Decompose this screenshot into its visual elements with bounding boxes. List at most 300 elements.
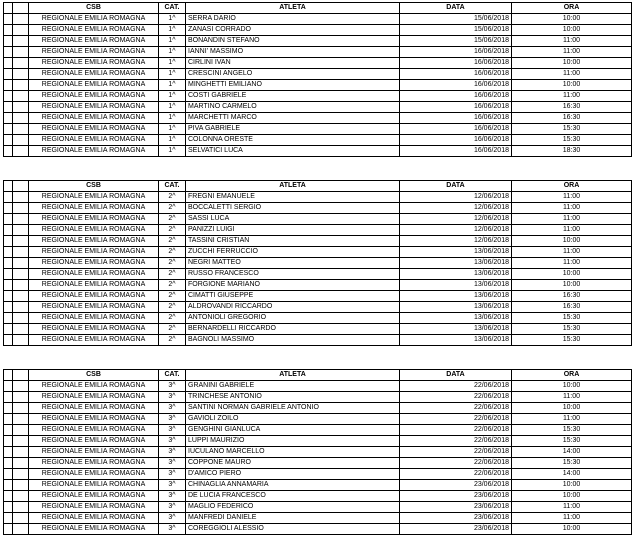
cat-cell[interactable]: 1^ — [159, 91, 186, 102]
atleta-cell[interactable]: TRINCHESE ANTONIO — [186, 392, 400, 403]
cat-cell[interactable]: 2^ — [159, 203, 186, 214]
empty-cell[interactable] — [4, 80, 13, 91]
data-cell[interactable]: 22/06/2018 — [400, 381, 512, 392]
cat-cell[interactable]: 2^ — [159, 258, 186, 269]
atleta-cell[interactable]: COSTI GABRIELE — [186, 91, 400, 102]
ora-cell[interactable]: 16:30 — [512, 291, 632, 302]
empty-cell[interactable] — [13, 335, 29, 346]
empty-cell[interactable] — [4, 335, 13, 346]
cat-cell[interactable]: 3^ — [159, 447, 186, 458]
data-cell[interactable]: 16/06/2018 — [400, 124, 512, 135]
cat-cell[interactable]: 3^ — [159, 458, 186, 469]
cat-cell[interactable]: 1^ — [159, 80, 186, 91]
data-cell[interactable]: 16/06/2018 — [400, 135, 512, 146]
ora-cell[interactable]: 16:30 — [512, 302, 632, 313]
header-csb[interactable]: CSB — [29, 370, 159, 381]
atleta-cell[interactable]: MARCHETTI MARCO — [186, 113, 400, 124]
cat-cell[interactable]: 3^ — [159, 502, 186, 513]
ora-cell[interactable]: 15:30 — [512, 458, 632, 469]
data-cell[interactable]: 13/06/2018 — [400, 324, 512, 335]
ora-cell[interactable]: 11:00 — [512, 69, 632, 80]
cat-cell[interactable]: 3^ — [159, 414, 186, 425]
csb-cell[interactable]: REGIONALE EMILIA ROMAGNA — [29, 458, 159, 469]
csb-cell[interactable]: REGIONALE EMILIA ROMAGNA — [29, 269, 159, 280]
ora-cell[interactable]: 15:30 — [512, 324, 632, 335]
atleta-cell[interactable]: SANTINI NORMAN GABRIELE ANTONIO — [186, 403, 400, 414]
data-cell[interactable]: 13/06/2018 — [400, 258, 512, 269]
empty-cell[interactable] — [13, 102, 29, 113]
ora-cell[interactable]: 11:00 — [512, 47, 632, 58]
data-cell[interactable]: 16/06/2018 — [400, 69, 512, 80]
atleta-cell[interactable]: ANTONIOLI GREGORIO — [186, 313, 400, 324]
csb-cell[interactable]: REGIONALE EMILIA ROMAGNA — [29, 247, 159, 258]
empty-cell[interactable] — [13, 124, 29, 135]
header-ora[interactable]: ORA — [512, 370, 632, 381]
cat-cell[interactable]: 2^ — [159, 302, 186, 313]
ora-cell[interactable]: 10:00 — [512, 25, 632, 36]
ora-cell[interactable]: 16:30 — [512, 102, 632, 113]
empty-cell[interactable] — [4, 203, 13, 214]
empty-cell[interactable] — [4, 3, 13, 14]
empty-cell[interactable] — [4, 36, 13, 47]
header-csb[interactable]: CSB — [29, 3, 159, 14]
ora-cell[interactable]: 11:00 — [512, 203, 632, 214]
data-cell[interactable]: 16/06/2018 — [400, 146, 512, 157]
empty-cell[interactable] — [4, 247, 13, 258]
ora-cell[interactable]: 10:00 — [512, 524, 632, 535]
header-cat[interactable]: CAT. — [159, 3, 186, 14]
empty-cell[interactable] — [13, 280, 29, 291]
atleta-cell[interactable]: FORGIONE MARIANO — [186, 280, 400, 291]
empty-cell[interactable] — [13, 113, 29, 124]
ora-cell[interactable]: 10:00 — [512, 403, 632, 414]
empty-cell[interactable] — [13, 381, 29, 392]
cat-cell[interactable]: 3^ — [159, 491, 186, 502]
data-cell[interactable]: 12/06/2018 — [400, 236, 512, 247]
atleta-cell[interactable]: BAGNOLI MASSIMO — [186, 335, 400, 346]
empty-cell[interactable] — [13, 91, 29, 102]
atleta-cell[interactable]: SERRA DARIO — [186, 14, 400, 25]
ora-cell[interactable]: 15:30 — [512, 135, 632, 146]
csb-cell[interactable]: REGIONALE EMILIA ROMAGNA — [29, 80, 159, 91]
empty-cell[interactable] — [13, 447, 29, 458]
ora-cell[interactable]: 10:00 — [512, 58, 632, 69]
atleta-cell[interactable]: CIMATTI GIUSEPPE — [186, 291, 400, 302]
empty-cell[interactable] — [13, 302, 29, 313]
empty-cell[interactable] — [4, 91, 13, 102]
header-data[interactable]: DATA — [400, 181, 512, 192]
csb-cell[interactable]: REGIONALE EMILIA ROMAGNA — [29, 491, 159, 502]
header-cat[interactable]: CAT. — [159, 181, 186, 192]
csb-cell[interactable]: REGIONALE EMILIA ROMAGNA — [29, 258, 159, 269]
cat-cell[interactable]: 3^ — [159, 469, 186, 480]
data-cell[interactable]: 13/06/2018 — [400, 313, 512, 324]
ora-cell[interactable]: 11:00 — [512, 392, 632, 403]
csb-cell[interactable]: REGIONALE EMILIA ROMAGNA — [29, 135, 159, 146]
header-cat[interactable]: CAT. — [159, 370, 186, 381]
csb-cell[interactable]: REGIONALE EMILIA ROMAGNA — [29, 25, 159, 36]
ora-cell[interactable]: 15:30 — [512, 313, 632, 324]
cat-cell[interactable]: 2^ — [159, 324, 186, 335]
header-atleta[interactable]: ATLETA — [186, 181, 400, 192]
data-cell[interactable]: 15/06/2018 — [400, 25, 512, 36]
empty-cell[interactable] — [4, 58, 13, 69]
empty-cell[interactable] — [4, 113, 13, 124]
ora-cell[interactable]: 15:30 — [512, 425, 632, 436]
ora-cell[interactable]: 11:00 — [512, 502, 632, 513]
cat-cell[interactable]: 3^ — [159, 425, 186, 436]
empty-cell[interactable] — [4, 524, 13, 535]
data-cell[interactable]: 12/06/2018 — [400, 192, 512, 203]
empty-cell[interactable] — [4, 102, 13, 113]
csb-cell[interactable]: REGIONALE EMILIA ROMAGNA — [29, 392, 159, 403]
csb-cell[interactable]: REGIONALE EMILIA ROMAGNA — [29, 335, 159, 346]
data-cell[interactable]: 23/06/2018 — [400, 502, 512, 513]
csb-cell[interactable]: REGIONALE EMILIA ROMAGNA — [29, 36, 159, 47]
data-cell[interactable]: 13/06/2018 — [400, 291, 512, 302]
csb-cell[interactable]: REGIONALE EMILIA ROMAGNA — [29, 403, 159, 414]
empty-cell[interactable] — [4, 124, 13, 135]
empty-cell[interactable] — [4, 258, 13, 269]
empty-cell[interactable] — [13, 135, 29, 146]
atleta-cell[interactable]: NEGRI MATTEO — [186, 258, 400, 269]
empty-cell[interactable] — [13, 25, 29, 36]
cat-cell[interactable]: 3^ — [159, 524, 186, 535]
data-cell[interactable]: 22/06/2018 — [400, 469, 512, 480]
empty-cell[interactable] — [4, 181, 13, 192]
empty-cell[interactable] — [13, 425, 29, 436]
ora-cell[interactable]: 14:00 — [512, 469, 632, 480]
empty-cell[interactable] — [4, 291, 13, 302]
empty-cell[interactable] — [4, 25, 13, 36]
atleta-cell[interactable]: DE LUCIA FRANCESCO — [186, 491, 400, 502]
ora-cell[interactable]: 10:00 — [512, 480, 632, 491]
data-cell[interactable]: 16/06/2018 — [400, 47, 512, 58]
csb-cell[interactable]: REGIONALE EMILIA ROMAGNA — [29, 381, 159, 392]
empty-cell[interactable] — [13, 324, 29, 335]
empty-cell[interactable] — [13, 269, 29, 280]
ora-cell[interactable]: 11:00 — [512, 225, 632, 236]
atleta-cell[interactable]: ZANASI CORRADO — [186, 25, 400, 36]
atleta-cell[interactable]: MARTINO CARMELO — [186, 102, 400, 113]
data-cell[interactable]: 22/06/2018 — [400, 447, 512, 458]
header-atleta[interactable]: ATLETA — [186, 370, 400, 381]
csb-cell[interactable]: REGIONALE EMILIA ROMAGNA — [29, 324, 159, 335]
ora-cell[interactable]: 11:00 — [512, 36, 632, 47]
cat-cell[interactable]: 2^ — [159, 225, 186, 236]
data-cell[interactable]: 16/06/2018 — [400, 80, 512, 91]
cat-cell[interactable]: 3^ — [159, 513, 186, 524]
csb-cell[interactable]: REGIONALE EMILIA ROMAGNA — [29, 480, 159, 491]
empty-cell[interactable] — [4, 392, 13, 403]
data-cell[interactable]: 13/06/2018 — [400, 247, 512, 258]
empty-cell[interactable] — [13, 146, 29, 157]
empty-cell[interactable] — [4, 491, 13, 502]
data-cell[interactable]: 23/06/2018 — [400, 513, 512, 524]
cat-cell[interactable]: 1^ — [159, 25, 186, 36]
atleta-cell[interactable]: COREGGIOLI ALESSIO — [186, 524, 400, 535]
data-cell[interactable]: 13/06/2018 — [400, 269, 512, 280]
empty-cell[interactable] — [4, 313, 13, 324]
cat-cell[interactable]: 2^ — [159, 269, 186, 280]
empty-cell[interactable] — [13, 247, 29, 258]
ora-cell[interactable]: 14:00 — [512, 447, 632, 458]
atleta-cell[interactable]: BONANDIN STEFANO — [186, 36, 400, 47]
empty-cell[interactable] — [4, 69, 13, 80]
csb-cell[interactable]: REGIONALE EMILIA ROMAGNA — [29, 192, 159, 203]
cat-cell[interactable]: 1^ — [159, 146, 186, 157]
csb-cell[interactable]: REGIONALE EMILIA ROMAGNA — [29, 291, 159, 302]
cat-cell[interactable]: 1^ — [159, 14, 186, 25]
empty-cell[interactable] — [4, 135, 13, 146]
cat-cell[interactable]: 1^ — [159, 135, 186, 146]
csb-cell[interactable]: REGIONALE EMILIA ROMAGNA — [29, 502, 159, 513]
ora-cell[interactable]: 16:30 — [512, 113, 632, 124]
empty-cell[interactable] — [13, 403, 29, 414]
cat-cell[interactable]: 2^ — [159, 192, 186, 203]
empty-cell[interactable] — [13, 392, 29, 403]
empty-cell[interactable] — [13, 47, 29, 58]
ora-cell[interactable]: 18:30 — [512, 146, 632, 157]
data-cell[interactable]: 22/06/2018 — [400, 436, 512, 447]
atleta-cell[interactable]: COLONNA ORESTE — [186, 135, 400, 146]
ora-cell[interactable]: 11:00 — [512, 414, 632, 425]
cat-cell[interactable]: 3^ — [159, 480, 186, 491]
empty-cell[interactable] — [4, 425, 13, 436]
header-ora[interactable]: ORA — [512, 181, 632, 192]
empty-cell[interactable] — [4, 502, 13, 513]
cat-cell[interactable]: 1^ — [159, 124, 186, 135]
csb-cell[interactable]: REGIONALE EMILIA ROMAGNA — [29, 280, 159, 291]
data-cell[interactable]: 22/06/2018 — [400, 425, 512, 436]
empty-cell[interactable] — [13, 313, 29, 324]
atleta-cell[interactable]: GENGHINI GIANLUCA — [186, 425, 400, 436]
data-cell[interactable]: 13/06/2018 — [400, 280, 512, 291]
ora-cell[interactable]: 11:00 — [512, 91, 632, 102]
atleta-cell[interactable]: GRANINI GABRIELE — [186, 381, 400, 392]
header-data[interactable]: DATA — [400, 370, 512, 381]
empty-cell[interactable] — [4, 370, 13, 381]
empty-cell[interactable] — [13, 291, 29, 302]
atleta-cell[interactable]: MANFREDI DANIELE — [186, 513, 400, 524]
cat-cell[interactable]: 2^ — [159, 313, 186, 324]
atleta-cell[interactable]: PIVA GABRIELE — [186, 124, 400, 135]
ora-cell[interactable]: 10:00 — [512, 280, 632, 291]
empty-cell[interactable] — [13, 258, 29, 269]
ora-cell[interactable]: 11:00 — [512, 513, 632, 524]
data-cell[interactable]: 23/06/2018 — [400, 480, 512, 491]
ora-cell[interactable]: 10:00 — [512, 14, 632, 25]
data-cell[interactable]: 22/06/2018 — [400, 414, 512, 425]
atleta-cell[interactable]: IANNI' MASSIMO — [186, 47, 400, 58]
empty-cell[interactable] — [13, 436, 29, 447]
ora-cell[interactable]: 15:30 — [512, 436, 632, 447]
csb-cell[interactable]: REGIONALE EMILIA ROMAGNA — [29, 214, 159, 225]
atleta-cell[interactable]: ZUCCHI FERRUCCIO — [186, 247, 400, 258]
header-atleta[interactable]: ATLETA — [186, 3, 400, 14]
data-cell[interactable]: 13/06/2018 — [400, 302, 512, 313]
empty-cell[interactable] — [13, 3, 29, 14]
cat-cell[interactable]: 3^ — [159, 436, 186, 447]
empty-cell[interactable] — [13, 69, 29, 80]
csb-cell[interactable]: REGIONALE EMILIA ROMAGNA — [29, 436, 159, 447]
data-cell[interactable]: 16/06/2018 — [400, 91, 512, 102]
empty-cell[interactable] — [4, 214, 13, 225]
csb-cell[interactable]: REGIONALE EMILIA ROMAGNA — [29, 236, 159, 247]
atleta-cell[interactable]: CIRLINI IVAN — [186, 58, 400, 69]
csb-cell[interactable]: REGIONALE EMILIA ROMAGNA — [29, 14, 159, 25]
csb-cell[interactable]: REGIONALE EMILIA ROMAGNA — [29, 203, 159, 214]
atleta-cell[interactable]: RUSSO FRANCESCO — [186, 269, 400, 280]
empty-cell[interactable] — [13, 203, 29, 214]
header-data[interactable]: DATA — [400, 3, 512, 14]
cat-cell[interactable]: 1^ — [159, 69, 186, 80]
csb-cell[interactable]: REGIONALE EMILIA ROMAGNA — [29, 102, 159, 113]
ora-cell[interactable]: 10:00 — [512, 80, 632, 91]
csb-cell[interactable]: REGIONALE EMILIA ROMAGNA — [29, 58, 159, 69]
csb-cell[interactable]: REGIONALE EMILIA ROMAGNA — [29, 47, 159, 58]
data-cell[interactable]: 15/06/2018 — [400, 14, 512, 25]
empty-cell[interactable] — [13, 458, 29, 469]
cat-cell[interactable]: 2^ — [159, 280, 186, 291]
csb-cell[interactable]: REGIONALE EMILIA ROMAGNA — [29, 414, 159, 425]
empty-cell[interactable] — [4, 414, 13, 425]
cat-cell[interactable]: 2^ — [159, 291, 186, 302]
cat-cell[interactable]: 3^ — [159, 403, 186, 414]
ora-cell[interactable]: 10:00 — [512, 381, 632, 392]
atleta-cell[interactable]: FREGNI EMANUELE — [186, 192, 400, 203]
empty-cell[interactable] — [4, 381, 13, 392]
csb-cell[interactable]: REGIONALE EMILIA ROMAGNA — [29, 91, 159, 102]
empty-cell[interactable] — [13, 181, 29, 192]
empty-cell[interactable] — [4, 458, 13, 469]
cat-cell[interactable]: 3^ — [159, 392, 186, 403]
data-cell[interactable]: 22/06/2018 — [400, 403, 512, 414]
atleta-cell[interactable]: SASSI LUCA — [186, 214, 400, 225]
empty-cell[interactable] — [13, 225, 29, 236]
empty-cell[interactable] — [13, 513, 29, 524]
empty-cell[interactable] — [4, 469, 13, 480]
csb-cell[interactable]: REGIONALE EMILIA ROMAGNA — [29, 513, 159, 524]
atleta-cell[interactable]: SELVATICI LUCA — [186, 146, 400, 157]
empty-cell[interactable] — [13, 14, 29, 25]
cat-cell[interactable]: 2^ — [159, 236, 186, 247]
empty-cell[interactable] — [4, 480, 13, 491]
cat-cell[interactable]: 1^ — [159, 102, 186, 113]
data-cell[interactable]: 13/06/2018 — [400, 335, 512, 346]
cat-cell[interactable]: 1^ — [159, 113, 186, 124]
atleta-cell[interactable]: D'AMICO PIERO — [186, 469, 400, 480]
data-cell[interactable]: 12/06/2018 — [400, 214, 512, 225]
csb-cell[interactable]: REGIONALE EMILIA ROMAGNA — [29, 425, 159, 436]
atleta-cell[interactable]: ALDROVANDI RICCARDO — [186, 302, 400, 313]
data-cell[interactable]: 23/06/2018 — [400, 491, 512, 502]
empty-cell[interactable] — [4, 447, 13, 458]
atleta-cell[interactable]: BERNARDELLI RICCARDO — [186, 324, 400, 335]
header-csb[interactable]: CSB — [29, 181, 159, 192]
ora-cell[interactable]: 11:00 — [512, 258, 632, 269]
empty-cell[interactable] — [13, 36, 29, 47]
empty-cell[interactable] — [4, 192, 13, 203]
data-cell[interactable]: 22/06/2018 — [400, 392, 512, 403]
empty-cell[interactable] — [13, 414, 29, 425]
atleta-cell[interactable]: CRESCINI ANGELO — [186, 69, 400, 80]
ora-cell[interactable]: 15:30 — [512, 124, 632, 135]
empty-cell[interactable] — [4, 436, 13, 447]
empty-cell[interactable] — [4, 302, 13, 313]
ora-cell[interactable]: 11:00 — [512, 214, 632, 225]
atleta-cell[interactable]: LUPPI MAURIZIO — [186, 436, 400, 447]
empty-cell[interactable] — [13, 214, 29, 225]
empty-cell[interactable] — [13, 192, 29, 203]
empty-cell[interactable] — [13, 236, 29, 247]
data-cell[interactable]: 22/06/2018 — [400, 458, 512, 469]
cat-cell[interactable]: 2^ — [159, 247, 186, 258]
csb-cell[interactable]: REGIONALE EMILIA ROMAGNA — [29, 69, 159, 80]
cat-cell[interactable]: 3^ — [159, 381, 186, 392]
atleta-cell[interactable]: COPPONE MAURO — [186, 458, 400, 469]
data-cell[interactable]: 23/06/2018 — [400, 524, 512, 535]
cat-cell[interactable]: 1^ — [159, 58, 186, 69]
csb-cell[interactable]: REGIONALE EMILIA ROMAGNA — [29, 113, 159, 124]
csb-cell[interactable]: REGIONALE EMILIA ROMAGNA — [29, 313, 159, 324]
empty-cell[interactable] — [4, 324, 13, 335]
empty-cell[interactable] — [13, 480, 29, 491]
ora-cell[interactable]: 11:00 — [512, 247, 632, 258]
csb-cell[interactable]: REGIONALE EMILIA ROMAGNA — [29, 469, 159, 480]
empty-cell[interactable] — [4, 225, 13, 236]
ora-cell[interactable]: 10:00 — [512, 491, 632, 502]
csb-cell[interactable]: REGIONALE EMILIA ROMAGNA — [29, 225, 159, 236]
empty-cell[interactable] — [13, 524, 29, 535]
empty-cell[interactable] — [4, 146, 13, 157]
csb-cell[interactable]: REGIONALE EMILIA ROMAGNA — [29, 524, 159, 535]
ora-cell[interactable]: 10:00 — [512, 236, 632, 247]
csb-cell[interactable]: REGIONALE EMILIA ROMAGNA — [29, 302, 159, 313]
csb-cell[interactable]: REGIONALE EMILIA ROMAGNA — [29, 146, 159, 157]
cat-cell[interactable]: 2^ — [159, 335, 186, 346]
atleta-cell[interactable]: MAGLIO FEDERICO — [186, 502, 400, 513]
atleta-cell[interactable]: GAVIOLI ZOILO — [186, 414, 400, 425]
csb-cell[interactable]: REGIONALE EMILIA ROMAGNA — [29, 124, 159, 135]
empty-cell[interactable] — [4, 269, 13, 280]
data-cell[interactable]: 16/06/2018 — [400, 58, 512, 69]
csb-cell[interactable]: REGIONALE EMILIA ROMAGNA — [29, 447, 159, 458]
empty-cell[interactable] — [13, 58, 29, 69]
empty-cell[interactable] — [4, 513, 13, 524]
data-cell[interactable]: 16/06/2018 — [400, 113, 512, 124]
empty-cell[interactable] — [13, 502, 29, 513]
data-cell[interactable]: 16/06/2018 — [400, 102, 512, 113]
empty-cell[interactable] — [13, 491, 29, 502]
empty-cell[interactable] — [4, 403, 13, 414]
ora-cell[interactable]: 10:00 — [512, 269, 632, 280]
atleta-cell[interactable]: TASSINI CRISTIAN — [186, 236, 400, 247]
atleta-cell[interactable]: BOCCALETTI SERGIO — [186, 203, 400, 214]
empty-cell[interactable] — [13, 370, 29, 381]
cat-cell[interactable]: 1^ — [159, 36, 186, 47]
cat-cell[interactable]: 1^ — [159, 47, 186, 58]
empty-cell[interactable] — [4, 280, 13, 291]
empty-cell[interactable] — [13, 469, 29, 480]
atleta-cell[interactable]: MINGHETTI EMILIANO — [186, 80, 400, 91]
data-cell[interactable]: 12/06/2018 — [400, 203, 512, 214]
ora-cell[interactable]: 11:00 — [512, 192, 632, 203]
cat-cell[interactable]: 2^ — [159, 214, 186, 225]
atleta-cell[interactable]: IUCULANO MARCELLO — [186, 447, 400, 458]
data-cell[interactable]: 12/06/2018 — [400, 225, 512, 236]
data-cell[interactable]: 15/06/2018 — [400, 36, 512, 47]
